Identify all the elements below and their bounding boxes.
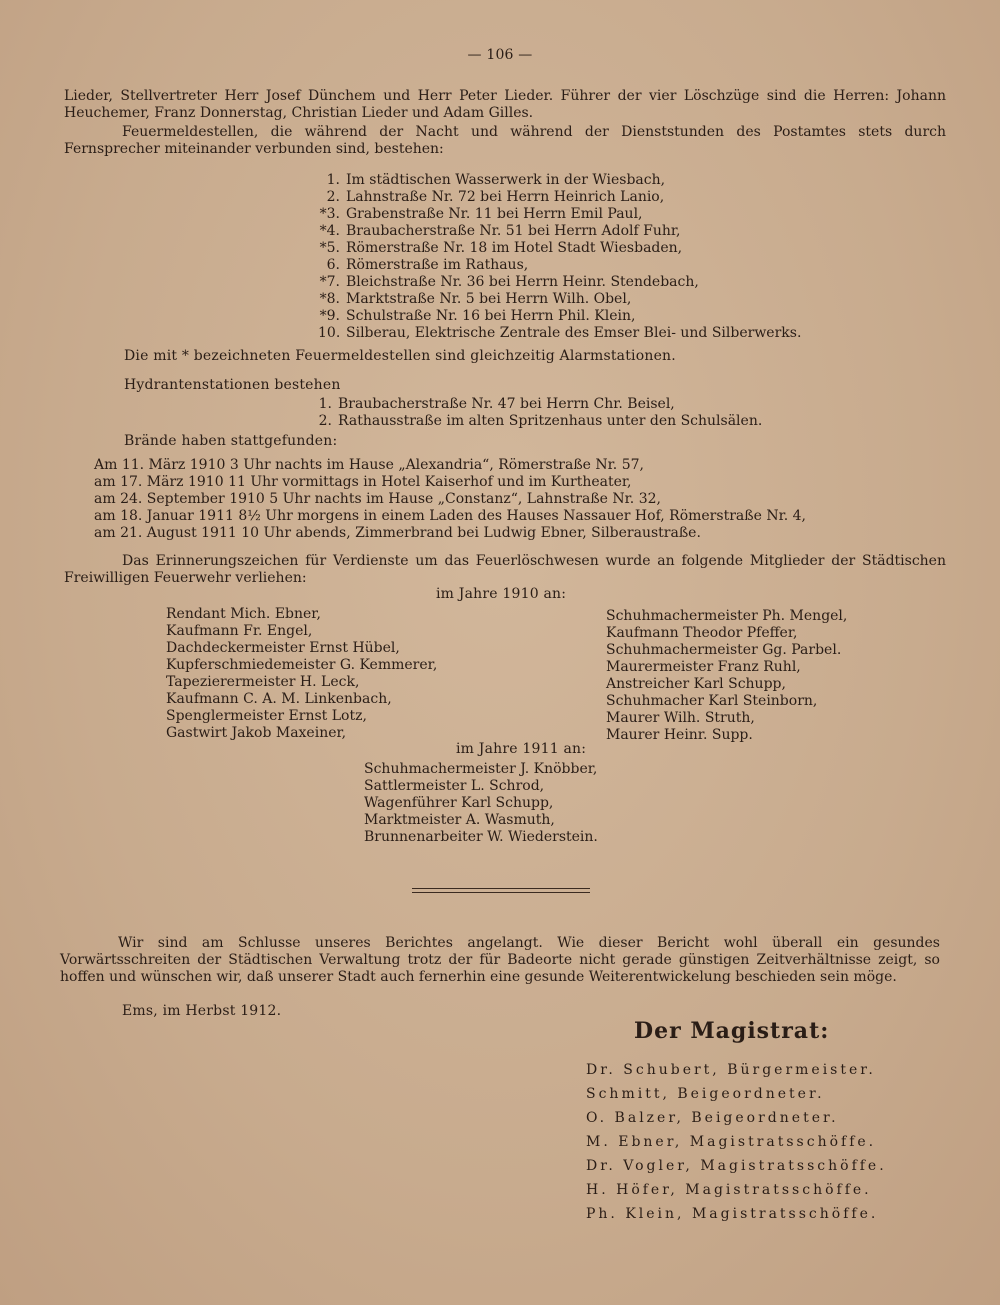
list-1910-right	[606, 608, 847, 744]
brand-item: am 24. September 1910 5 Uhr nachts im Hause „Constanz“, Lahnstraße Nr. 32,	[94, 491, 661, 507]
brand-item: Am 11. März 1910 3 Uhr nachts im Hause „Alexandria“, Römerstraße Nr. 57,	[94, 457, 644, 473]
feuermelde-number: *3.	[319, 206, 340, 222]
feuermelde-item	[318, 325, 801, 342]
feuermelde-text: Grabenstraße Nr. 11 bei Herrn Emil Paul,	[346, 206, 643, 222]
member-1910-right-item: Anstreicher Karl Schupp,	[606, 676, 786, 692]
magistrat-member-item: Ph. Klein, Magistratsschöffe.	[586, 1206, 879, 1222]
hydranten-number: 2.	[318, 413, 332, 429]
feuermelde-item	[318, 206, 801, 223]
feuermelde-number: 1.	[326, 172, 340, 188]
feuermelde-number: *8.	[319, 291, 340, 307]
brand-item: am 21. August 1911 10 Uhr abends, Zimmerbrand bei Ludwig Ebner, Silberaustraße.	[94, 525, 701, 541]
braende-intro: Brände haben stattgefunden:	[124, 433, 338, 449]
hydranten-item	[310, 396, 762, 413]
member-1910-left-item: Dachdeckermeister Ernst Hübel,	[166, 640, 400, 656]
schluss-paragraph: Wir sind am Schlusse unseres Berichtes angelangt. Wie dieser Bericht wohl überall ein gesundes Vorwärtsschreiten der Städtischen Verwaltung trotz der für Badeorte nicht gerade günstigen Zeitverhältnisse zeigt, so hoffen und wünschen wir, daß unserer Stadt auch fernerhin eine gesunde Weiterentwickelung beschieden sein möge.	[60, 935, 940, 985]
member-1911-item: Marktmeister A. Wasmuth,	[364, 812, 555, 828]
feuermelde-text: Braubacherstraße Nr. 51 bei Herrn Adolf Fuhr,	[346, 223, 681, 239]
list-1911	[364, 761, 598, 846]
ort-datum: Ems, im Herbst 1912.	[122, 1003, 282, 1019]
member-1910-left-item: Tapezierermeister H. Leck,	[166, 674, 360, 690]
feuermelde-item	[318, 291, 801, 308]
member-1910-right-item: Maurer Wilh. Struth,	[606, 710, 755, 726]
magistrat-list	[586, 1058, 887, 1226]
hydranten-number: 1.	[318, 396, 332, 412]
divider-line-2	[412, 892, 590, 893]
alarm-note: Die mit * bezeichneten Feuermeldestellen sind gleichzeitig Alarmstationen.	[124, 348, 676, 364]
member-1911-item: Wagenführer Karl Schupp,	[364, 795, 554, 811]
magistrat-member-item: Dr. Vogler, Magistratsschöffe.	[586, 1158, 887, 1174]
feuermelde-text: Römerstraße Nr. 18 im Hotel Stadt Wiesbaden,	[346, 240, 683, 256]
magistrat-title: Der Magistrat:	[634, 1018, 830, 1044]
member-1910-right-item: Maurer Heinr. Supp.	[606, 727, 753, 743]
feuermelde-list	[318, 172, 801, 342]
feuermelde-item	[318, 172, 801, 189]
feuermelde-text: Bleichstraße Nr. 36 bei Herrn Heinr. Stendebach,	[346, 274, 699, 290]
hydranten-item	[310, 413, 762, 430]
member-1910-right-item: Schuhmachermeister Gg. Parbel.	[606, 642, 842, 658]
feuermelde-text: Im städtischen Wasserwerk in der Wiesbach,	[346, 172, 666, 188]
intro-paragraph	[64, 88, 946, 158]
magistrat-member-item: O. Balzer, Beigeordneter.	[586, 1110, 839, 1126]
feuermelde-item	[318, 223, 801, 240]
member-1911-item: Schuhmachermeister J. Knöbber,	[364, 761, 598, 777]
hydranten-text: Rathausstraße im alten Spritzenhaus unter den Schulsälen.	[338, 413, 763, 429]
member-1910-right-item: Schuhmachermeister Ph. Mengel,	[606, 608, 848, 624]
brand-item: am 17. März 1910 11 Uhr vormittags in Hotel Kaiserhof und im Kurtheater,	[94, 474, 632, 490]
jahr-1910-heading: im Jahre 1910 an:	[436, 586, 567, 602]
intro-line-1: Lieder, Stellvertreter Herr Josef Dünchem und Herr Peter Lieder. Führer der vier Löschzüge sind die Herren: Johann Heuchemer, Franz Donnerstag, Christian Lieder und Adam Gilles.	[64, 88, 946, 121]
brand-item: am 18. Januar 1911 8½ Uhr morgens in einem Laden des Hauses Nassauer Hof, Römerstraße Nr. 4,	[94, 508, 806, 524]
braende-list	[94, 457, 806, 542]
feuermelde-number: *4.	[319, 223, 340, 239]
member-1910-right-item: Maurermeister Franz Ruhl,	[606, 659, 801, 675]
member-1910-left-item: Rendant Mich. Ebner,	[166, 606, 321, 622]
member-1910-left-item: Kaufmann C. A. M. Linkenbach,	[166, 691, 392, 707]
feuermelde-text: Lahnstraße Nr. 72 bei Herrn Heinrich Lanio,	[346, 189, 665, 205]
member-1910-left-item: Kaufmann Fr. Engel,	[166, 623, 313, 639]
feuermelde-text: Schulstraße Nr. 16 bei Herrn Phil. Klein,	[346, 308, 636, 324]
magistrat-member-item: Dr. Schubert, Bürgermeister.	[586, 1062, 876, 1078]
list-1910-left	[166, 606, 437, 742]
magistrat-member-item: Schmitt, Beigeordneter.	[586, 1086, 825, 1102]
feuermelde-text: Römerstraße im Rathaus,	[346, 257, 529, 273]
feuermelde-item	[318, 189, 801, 206]
member-1910-right-item: Schuhmacher Karl Steinborn,	[606, 693, 818, 709]
magistrat-member-item: H. Höfer, Magistratsschöffe.	[586, 1182, 872, 1198]
feuermelde-item	[318, 257, 801, 274]
feuermelde-number: 6.	[326, 257, 340, 273]
feuermelde-text: Silberau, Elektrische Zentrale des Emser Blei- und Silberwerks.	[346, 325, 802, 341]
divider-line	[412, 888, 590, 889]
member-1911-item: Sattlermeister L. Schrod,	[364, 778, 545, 794]
member-1910-left-item: Gastwirt Jakob Maxeiner,	[166, 725, 347, 741]
hydranten-text: Braubacherstraße Nr. 47 bei Herrn Chr. Beisel,	[338, 396, 675, 412]
feuermelde-number: *7.	[319, 274, 340, 290]
feuermelde-item	[318, 240, 801, 257]
feuermelde-number: *9.	[319, 308, 340, 324]
feuermelde-item	[318, 274, 801, 291]
intro-line-2: Feuermeldestellen, die während der Nacht und während der Dienststunden des Postamtes stets durch Fernsprecher miteinander verbunden sind, bestehen:	[64, 124, 946, 157]
jahr-1911-heading: im Jahre 1911 an:	[456, 741, 587, 757]
feuermelde-text: Marktstraße Nr. 5 bei Herrn Wilh. Obel,	[346, 291, 632, 307]
feuermelde-number: *5.	[319, 240, 340, 256]
member-1910-left-item: Kupferschmiedemeister G. Kemmerer,	[166, 657, 438, 673]
feuermelde-item	[318, 308, 801, 325]
hydranten-list	[310, 396, 762, 430]
ehrenzeichen-paragraph: Das Erinnerungszeichen für Verdienste um das Feuerlöschwesen wurde an folgende Mitglieder der Städtischen Freiwilligen Feuerwehr verliehen:	[64, 553, 946, 586]
feuermelde-number: 2.	[326, 189, 340, 205]
member-1911-item: Brunnenarbeiter W. Wiederstein.	[364, 829, 598, 845]
hydranten-intro: Hydrantenstationen bestehen	[124, 377, 341, 393]
feuermelde-number: 10.	[318, 325, 341, 341]
member-1910-right-item: Kaufmann Theodor Pfeffer,	[606, 625, 798, 641]
magistrat-member-item: M. Ebner, Magistratsschöffe.	[586, 1134, 877, 1150]
page-number: — 106 —	[467, 47, 533, 63]
member-1910-left-item: Spenglermeister Ernst Lotz,	[166, 708, 367, 724]
